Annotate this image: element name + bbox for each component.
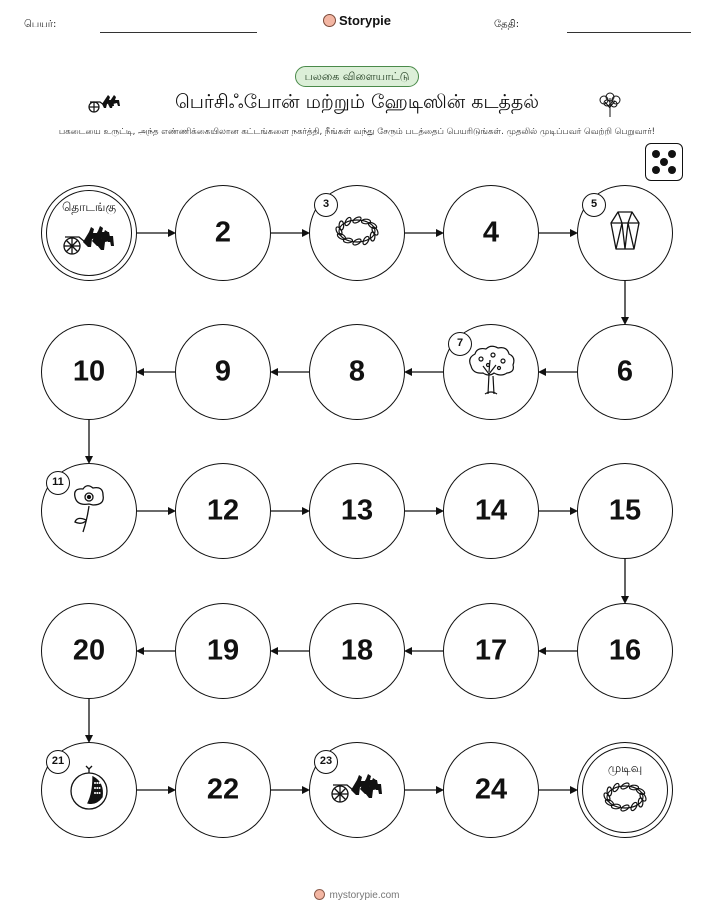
tree-icon (463, 344, 519, 400)
board-space-18 (309, 603, 405, 699)
board-space-9 (175, 324, 271, 420)
space-number-badge: 23 (314, 750, 338, 774)
start-label: தொடங்கு (61, 200, 117, 214)
brand-name: Storypie (338, 13, 391, 28)
laurel-wreath-icon (332, 213, 382, 253)
space-number: 13 (340, 494, 374, 527)
board-space-24 (443, 742, 539, 838)
board-space-20 (41, 603, 137, 699)
space-number: 4 (482, 216, 500, 249)
footer-site: mystorypie.com (329, 890, 400, 901)
space-number: 24 (474, 773, 508, 806)
space-number-badge: 21 (46, 750, 70, 774)
space-number: 9 (214, 355, 232, 388)
space-number: 20 (72, 634, 106, 667)
space-number: 2 (214, 216, 232, 249)
board-space-23 (309, 742, 405, 838)
space-number: 8 (348, 355, 366, 388)
category-badge: பலகை விளையாட்டு (295, 66, 419, 87)
board-space-4 (443, 185, 539, 281)
board-space-3 (309, 185, 405, 281)
board-space-21 (41, 742, 137, 838)
chariot-icon (331, 771, 383, 809)
space-number: 10 (72, 355, 106, 388)
space-number: 15 (608, 494, 642, 527)
board-space-12 (175, 463, 271, 559)
space-number: 6 (616, 355, 634, 388)
laurel-wreath-icon (600, 779, 650, 819)
space-number-badge: 7 (448, 332, 472, 356)
board-space-17 (443, 603, 539, 699)
board-space-13 (309, 463, 405, 559)
pig-logo-icon (314, 889, 325, 900)
date-label: தேதி: (494, 19, 520, 30)
crystal-icon (608, 209, 642, 257)
board-space-19 (175, 603, 271, 699)
space-number-badge: 5 (582, 193, 606, 217)
board-space-16 (577, 603, 673, 699)
footer (0, 889, 714, 901)
board-space-15 (577, 463, 673, 559)
space-number: 18 (340, 634, 374, 667)
space-number: 14 (474, 494, 508, 527)
space-number-badge: 3 (314, 193, 338, 217)
space-number-badge: 11 (46, 471, 70, 495)
name-label: பெயர்: (24, 19, 57, 30)
end-label: முடிவு (607, 761, 643, 775)
board-space-2 (175, 185, 271, 281)
poppy-flower-icon (69, 484, 109, 538)
page-title: பெர்சிஃபோன் மற்றும் ஹேடிஸின் கடத்தல் (174, 91, 540, 113)
space-number: 22 (206, 773, 240, 806)
instructions: பகடையை உருட்டி, அந்த எண்ணிக்கையிலான கட்டங்களை நகர்த்தி, நீங்கள் வந்து சேரும் படத்தைப் பெயரிடுங்கள். முதலில் முடிப்பவர் வெற்றி பெறுவார்! (58, 127, 656, 137)
board-space-7 (443, 324, 539, 420)
board-space-11 (41, 463, 137, 559)
board-space-14 (443, 463, 539, 559)
board-space-8 (309, 324, 405, 420)
space-number: 12 (206, 494, 240, 527)
board-space-22 (175, 742, 271, 838)
board-space-10 (41, 324, 137, 420)
board-space-1 (41, 185, 137, 281)
pomegranate-icon (66, 765, 112, 815)
space-number: 16 (608, 634, 642, 667)
board-space-5 (577, 185, 673, 281)
board-space-6 (577, 324, 673, 420)
board-space-25 (577, 742, 673, 838)
space-number: 19 (206, 634, 240, 667)
chariot-icon (63, 223, 115, 261)
space-number: 17 (474, 634, 508, 667)
